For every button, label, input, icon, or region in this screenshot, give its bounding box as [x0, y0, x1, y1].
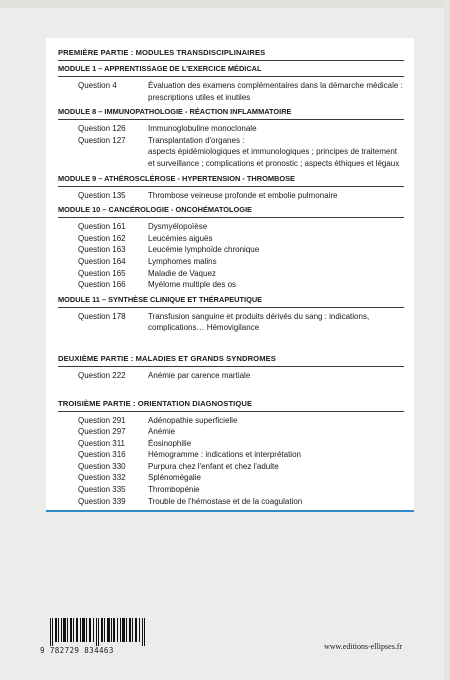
module1-title: MODULE 1 – APPRENTISSAGE DE L'EXERCICE MÉDICAL: [58, 64, 262, 73]
question-line: Immunoglobuline monoclonale: [148, 124, 257, 134]
part2-title: DEUXIÈME PARTIE : MALADIES ET GRANDS SYNDROMES: [58, 353, 276, 363]
top-strip: [0, 0, 450, 8]
question-text: Dysmyélopoïèse: [148, 222, 208, 232]
question-text: Adénopathie superficielle: [148, 415, 238, 425]
divider: [58, 217, 404, 218]
question-text: Myélome multiple des os: [148, 280, 237, 290]
question-row: [58, 80, 404, 103]
question-text: Leucémie lymphoïde chronique: [148, 245, 260, 255]
question-text: Trouble de l'hémostase et de la coagulation: [148, 496, 303, 506]
question-row: [58, 244, 404, 256]
question-row: [58, 370, 404, 382]
question-line: Transplantation d'organes :: [148, 135, 245, 145]
contents-panel: [46, 38, 414, 512]
question-row: [58, 311, 404, 334]
question-row: [58, 472, 404, 484]
divider: [58, 366, 404, 367]
isbn-number: 9 782729 834463: [40, 646, 114, 655]
publisher-website[interactable]: www.editions-ellipses.fr: [324, 642, 403, 651]
question-row: [58, 415, 404, 427]
question-label: Question 166: [78, 280, 126, 290]
question-label: Question 316: [78, 450, 126, 460]
question-text: Lymphomes malins: [148, 256, 217, 266]
question-row: [58, 233, 404, 245]
question-line: Transfusion sanguine et produits dérivés du sang : indications,: [148, 311, 370, 321]
divider: [58, 307, 404, 308]
question-text: Leucémies aiguës: [148, 233, 213, 243]
question-label: Question 127: [78, 135, 126, 145]
question-label: Question 163: [78, 245, 126, 255]
question-text: [148, 311, 404, 334]
question-label: Question 4: [78, 81, 117, 90]
divider: [58, 60, 404, 61]
question-line: prescriptions utiles et inutiles: [148, 92, 251, 102]
question-label: Question 126: [78, 124, 126, 134]
question-text: Splénomégalie: [148, 473, 201, 483]
module10-title: MODULE 10 – CANCÉROLOGIE - ONCOHÉMATOLOGIE: [58, 205, 252, 215]
question-line: Évaluation des examens complémentaires dans la démarche médicale :: [148, 81, 403, 90]
question-row: [58, 221, 404, 233]
question-label: Question 291: [78, 415, 126, 425]
question-text: Anémie: [148, 427, 176, 437]
part3-title: TROISIÈME PARTIE : ORIENTATION DIAGNOSTIQUE: [58, 398, 253, 408]
question-label: Question 162: [78, 233, 126, 243]
question-row: [58, 484, 404, 496]
question-label: Question 339: [78, 496, 126, 506]
question-row: [58, 426, 404, 438]
module8-title: MODULE 8 – IMMUNOPATHOLOGIE - RÉACTION INFLAMMATOIRE: [58, 107, 292, 117]
question-row: [58, 496, 404, 508]
question-line: aspects épidémiologiques et immunologiques ; principes de traitement: [148, 147, 398, 157]
divider: [58, 411, 404, 412]
divider: [58, 76, 404, 77]
question-label: Question 335: [78, 485, 126, 495]
module9-title: MODULE 9 – ATHÉROSCLÉROSE - HYPERTENSION - THROMBOSE: [58, 173, 295, 183]
question-label: Question 297: [78, 427, 126, 437]
question-label: Question 178: [78, 311, 126, 321]
question-row: [58, 256, 404, 268]
question-row: [58, 190, 404, 202]
question-text: Anémie par carence martiale: [148, 370, 251, 380]
question-text: [148, 190, 404, 202]
page-edge: [444, 0, 450, 680]
divider: [58, 186, 404, 187]
barcode: [40, 618, 158, 658]
question-row: [58, 279, 404, 291]
divider: [58, 119, 404, 120]
question-label: Question 165: [78, 268, 126, 278]
part1-title: PREMIÈRE PARTIE : MODULES TRANSDISCIPLINAIRES: [58, 48, 266, 57]
question-text: [148, 135, 404, 170]
question-label: Question 161: [78, 222, 126, 232]
question-row: [58, 461, 404, 473]
question-label: Question 164: [78, 256, 126, 266]
barcode-icon: [50, 618, 150, 646]
question-text: Purpura chez l'enfant et chez l'adulte: [148, 461, 279, 471]
question-text: Maladie de Vaquez: [148, 268, 216, 278]
question-label: Question 135: [78, 190, 126, 200]
question-label: Question 330: [78, 461, 126, 471]
question-row: [58, 135, 404, 170]
question-text: [148, 80, 404, 103]
question-row: [58, 449, 404, 461]
question-label: Question 332: [78, 473, 126, 483]
question-text: Éosinophilie: [148, 438, 192, 448]
question-line: et surveillance ; complications et pronostic ; aspects éthiques et légaux: [148, 158, 400, 168]
question-line: Thrombose veineuse profonde et embolie pulmonaire: [148, 190, 338, 200]
question-row: [58, 123, 404, 135]
question-row: [58, 268, 404, 280]
question-text: Thrombopénie: [148, 485, 200, 495]
question-label: Question 222: [78, 370, 126, 380]
question-text: Hémogramme : indications et interprétation: [148, 450, 301, 460]
question-row: [58, 438, 404, 450]
module11-title: MODULE 11 – SYNTHÈSE CLINIQUE ET THÉRAPEUTIQUE: [58, 294, 263, 304]
question-line: complications… Hémovigilance: [148, 323, 260, 333]
question-text: [148, 123, 404, 135]
question-label: Question 311: [78, 438, 125, 448]
